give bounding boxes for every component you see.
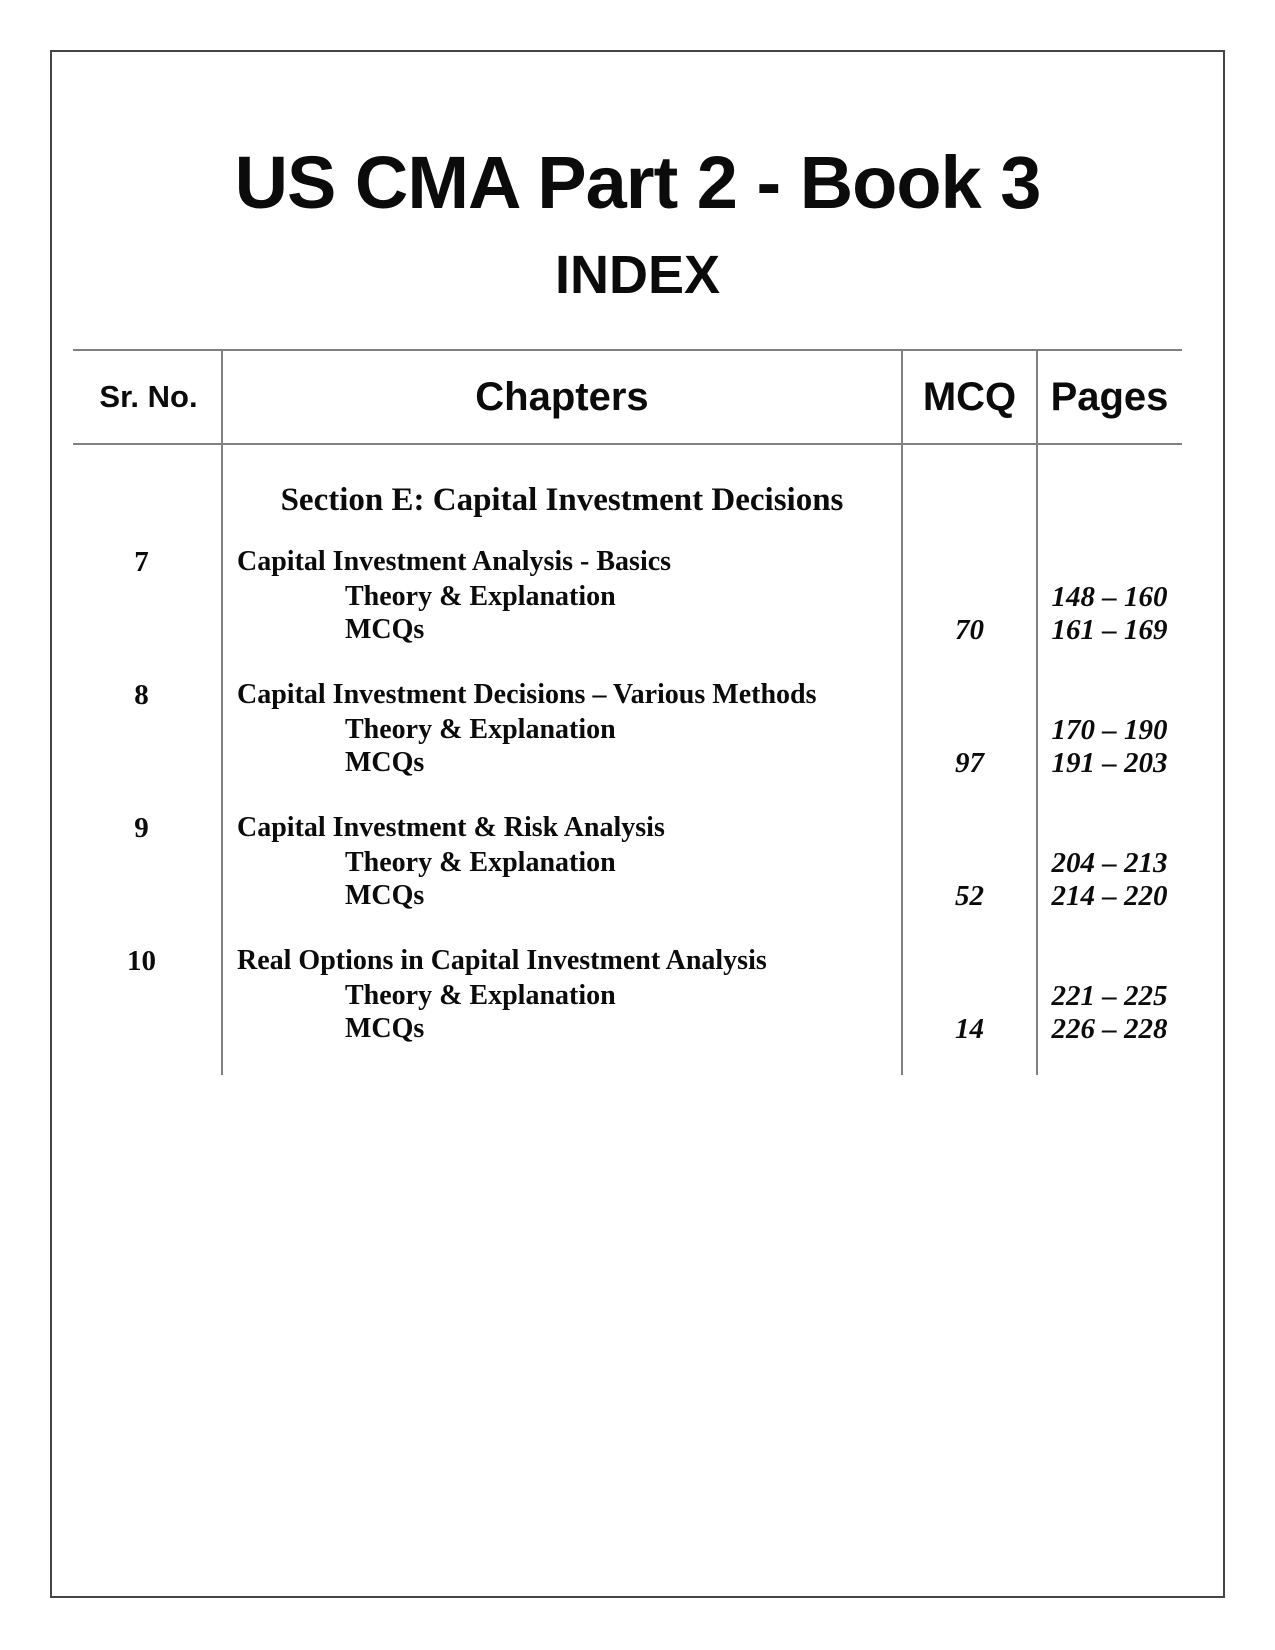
sub-item-pages: 148 – 160 [1051,580,1168,613]
chapter-mcq-count [902,678,1037,712]
sub-item-mcq-count: 97 [955,746,984,779]
sub-item-label: MCQs [345,614,425,645]
empty-cell [75,979,222,1013]
chapter-title: Capital Investment Analysis - Basics [237,546,672,577]
chapter-mcq-count [902,811,1037,845]
header-sr-no: Sr. No. [99,379,198,414]
header-pages: Pages [1050,374,1169,419]
sub-item-mcq-count: 14 [955,1012,984,1045]
empty-cell [75,846,222,880]
sub-item-label: Theory & Explanation [345,980,616,1011]
chapter-mcq-count [902,944,1037,978]
chapter-sr-no: 9 [134,811,149,844]
chapter-sub-row [75,580,1182,614]
chapter-sub-row [75,613,1182,647]
sub-item-pages: 161 – 169 [1051,613,1168,646]
document-subtitle: INDEX [554,245,721,305]
sub-item-pages: 214 – 220 [1051,879,1168,912]
empty-cell [75,580,222,614]
header-mcq: MCQ [922,374,1017,419]
empty-cell [75,1012,222,1046]
chapter-pages [1037,811,1182,845]
chapter-title-row [75,545,1182,579]
chapter-sub-row [75,979,1182,1013]
sub-item-mcq-count [902,979,1037,1013]
table-header-row [75,351,1182,443]
sub-item-mcq-count [902,846,1037,880]
chapter-title: Capital Investment & Risk Analysis [237,812,665,843]
sub-item-pages: 170 – 190 [1051,713,1168,746]
sub-item-pages: 226 – 228 [1051,1012,1168,1045]
empty-cell [902,480,1037,520]
chapter-pages [1037,545,1182,579]
section-heading: Section E: Capital Investment Decisions [280,481,844,518]
empty-cell [1037,480,1182,520]
header-chapters: Chapters [475,374,649,419]
sub-item-mcq-count: 70 [955,613,984,646]
sub-item-pages: 221 – 225 [1051,979,1168,1012]
chapter-sub-row [75,879,1182,913]
chapter-sr-no: 10 [127,944,156,977]
sub-item-mcq-count: 52 [955,879,984,912]
chapter-sub-row [75,846,1182,880]
sub-item-label: MCQs [345,747,425,778]
sub-item-label: MCQs [345,1013,425,1044]
sub-item-label: Theory & Explanation [345,714,616,745]
sub-item-label: Theory & Explanation [345,847,616,878]
chapter-sr-no: 7 [134,545,149,578]
chapter-sub-row [75,1012,1182,1046]
chapter-title-row [75,944,1182,978]
chapter-sub-row [75,713,1182,747]
chapter-sub-row [75,746,1182,780]
chapter-title: Real Options in Capital Investment Analysis [237,945,767,976]
chapter-title-row [75,811,1182,845]
chapter-title: Capital Investment Decisions – Various Methods [237,679,817,710]
chapter-mcq-count [902,545,1037,579]
sub-item-label: MCQs [345,880,425,911]
empty-cell [75,713,222,747]
empty-cell [75,613,222,647]
sub-item-label: Theory & Explanation [345,581,616,612]
sub-item-mcq-count [902,713,1037,747]
empty-cell [75,480,222,520]
document-title: US CMA Part 2 - Book 3 [234,141,1041,224]
sub-item-pages: 191 – 203 [1051,746,1168,779]
chapter-title-row [75,678,1182,712]
table-header-bottom-rule [73,443,1182,445]
sub-item-pages: 204 – 213 [1051,846,1168,879]
sub-item-mcq-count [902,580,1037,614]
chapter-sr-no: 8 [134,678,149,711]
empty-cell [75,879,222,913]
section-heading-row [75,480,1182,520]
empty-cell [75,746,222,780]
chapter-pages [1037,944,1182,978]
chapter-pages [1037,678,1182,712]
